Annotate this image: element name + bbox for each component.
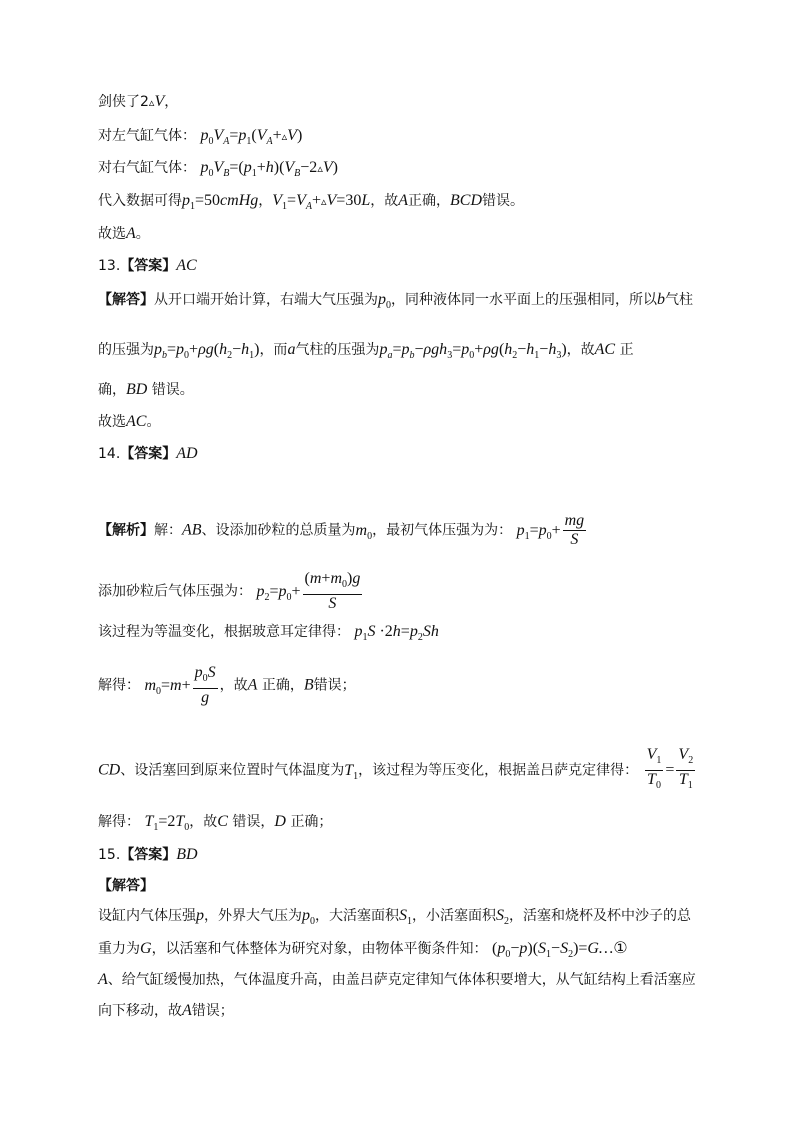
q13-select-line: 故选AC。 xyxy=(98,413,161,430)
q14-explain-line-2: 添加砂粒后气体压强为： $p_2=p_0+$ $\frac{(m+m_0)g}{S}$ xyxy=(98,570,361,612)
q15-answer-line: 15.【答案】BD xyxy=(98,846,198,863)
q13-explain-line-1: 【解答】从开口端开始计算，右端大气压强为$p_0$，同种液体同一水平面上的压强相同，所以b气柱 xyxy=(98,291,693,311)
q14-explain-line-5: CD、设活塞回到原来位置时气体温度为$T_1$，该过程为等压变化，根据盖吕萨克定律得： $\frac{V_1}{T_0}$ = $\frac{V_2}{T_1}$ xyxy=(98,746,694,791)
text-line-3: 对右气缸气体： $p_0V_B=(p_1+h)(V_B-2▵V)$ xyxy=(98,159,338,179)
text-line-4: 代入数据可得$p_1=50cmHg$，$V_1=V_A+▵V=30L$，故A正确，BCD错误。 xyxy=(98,192,525,212)
q15-solution-tag: 【解答】 xyxy=(98,878,154,894)
text-line-2: 对左气缸气体： $p_0V_A=p_1(V_A+▵V)$ xyxy=(98,127,303,147)
q13-explain-line-2: 的压强为$p_b=p_0+\rho g(h_2-h_1)$，而a气柱的压强为$p_a=p_b-\rho gh_3=p_0+\rho g(h_2-h_1-h_3)$，故AC 正 xyxy=(98,341,634,361)
q14-explain-line-3: 该过程为等温变化，根据玻意耳定律得： $p_1S \cdot 2h=p_2Sh$ xyxy=(98,623,439,643)
text-line-1: 剑侠了2▵V， xyxy=(98,93,179,110)
q14-explain-line-6: 解得： $T_1=2T_0$，故C 错误，D 正确； xyxy=(98,813,333,833)
text-line-5: 故选A。 xyxy=(98,225,150,242)
q15-explain-line-4: 向下移动，故A错误； xyxy=(98,1002,234,1019)
q15-explain-line-2: 重力为G，以活塞和气体整体为研究对象，由物体平衡条件知： $(p_0-p)(S_1-S_2)=G\dots ①$ xyxy=(98,938,628,960)
q13-explain-line-3: 确，BD 错误。 xyxy=(98,381,194,398)
q13-answer-line: 13.【答案】AC xyxy=(98,257,197,274)
q14-explain-line-1: 【解析】解：AB、设添加砂粒的总质量为$m_0$，最初气体压强为为： $p_1=p_0+$ $\frac{mg}{S}$ xyxy=(98,512,585,548)
q14-answer-line: 14.【答案】AD xyxy=(98,445,198,462)
q14-explain-line-4: 解得： $m_0=m+$ $\frac{p_0S}{g}$ ，故A 正确，B错误； xyxy=(98,664,356,706)
q15-explain-line-1: 设缸内气体压强p，外界大气压为$p_0$，大活塞面积$S_1$，小活塞面积$S_2$，活塞和烧杯及杯中沙子的总 xyxy=(98,907,691,927)
q15-explain-line-3: A、给气缸缓慢加热，气体温度升高，由盖吕萨克定律知气体体积要增大，从气缸结构上看活塞应 xyxy=(98,971,696,988)
